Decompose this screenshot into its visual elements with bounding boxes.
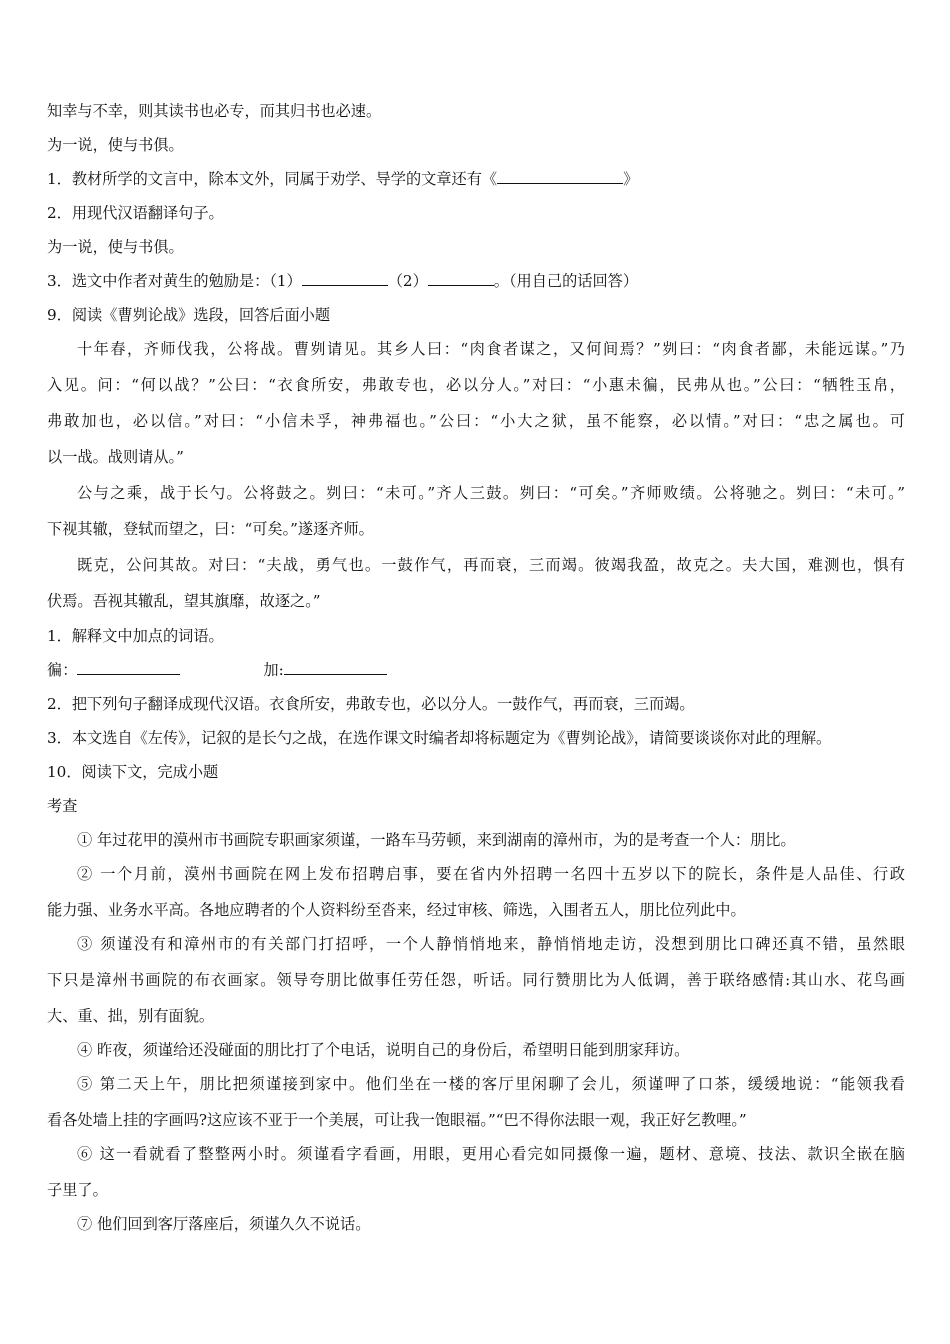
answer-blank[interactable] (428, 270, 494, 286)
answer-blank[interactable] (302, 270, 388, 286)
term-label: 加: (263, 661, 284, 679)
article-line: ⑦ 他们回到客厅落座后，须谨久久不说话。 (77, 1215, 371, 1233)
subquestion-3: 3．本文选自《左传》，记叙的是长勺之战，在选作课文时编者却将标题定为《曹刿论战》，请简要谈谈你对此的理解。 (47, 729, 832, 747)
article-line: 大、重、拙，别有面貌。 (47, 1007, 215, 1025)
text-line: 2．用现代汉语翻译句子。 (47, 204, 224, 222)
article-line: ④ 昨夜，须谨给还没碰面的朋比打了个电话，说明自己的身份后，希望明日能到朋家拜访。 (77, 1041, 690, 1059)
article-line: 下只是漳州书画院的布衣画家。领导夸朋比做事任劳任怨，听话。同行赞朋比为人低调，善于联络感情:其山水、花鸟画 (47, 971, 905, 989)
passage-line: 以一战。战则请从。” (47, 448, 184, 466)
passage-line: 既克，公问其故。对曰：“夫战，勇气也。一鼓作气，再而衰，三而竭。彼竭我盈，故克之。夫大国，难测也，惧有 (77, 556, 905, 574)
question-3-text: 3．选文中作者对黄生的勉励是：（1） (47, 272, 302, 290)
article-title: 考查 (47, 797, 78, 815)
answer-blank[interactable] (497, 168, 623, 184)
question-3-note: 。（用自己的话回答） (493, 272, 639, 290)
passage-line: 弗敢加也，必以信。”对曰：“小信未孚，神弗福也。”公曰：“小大之狱，虽不能察，必以情。”对曰：“忠之属也。可 (47, 412, 905, 430)
question-1-text: 1．教材所学的文言中，除本文外，同属于劝学、导学的文章还有《 (47, 170, 498, 188)
article-line: ⑥ 这一看就看了整整两小时。须谨看字看画，用眼，更用心看完如同摄像一遍，题材、意境、技法、款识全嵌在脑 (77, 1145, 905, 1163)
question-3-part2: （2） (387, 272, 428, 290)
article-line: ⑤ 第二天上午，朋比把须谨接到家中。他们坐在一楼的客厅里闲聊了会儿，须谨呷了口茶，缓缓地说：“能领我看 (77, 1075, 905, 1093)
article-line: 子里了。 (47, 1181, 108, 1199)
answer-blank[interactable] (77, 659, 180, 675)
article-line: ③ 须谨没有和漳州市的有关部门打招呼，一个人静悄悄地来，静悄悄地走访，没想到朋比口碑还真不错，虽然眼 (77, 935, 905, 953)
passage-line: 公与之乘，战于长勺。公将鼓之。刿曰：“未可。”齐人三鼓。刿曰：“可矣。”齐师败绩。公将驰之。刿曰：“未可。” (77, 484, 905, 502)
question-3-line (47, 270, 905, 292)
passage-line: 伏焉。吾视其辙乱，望其旗靡，故逐之。” (47, 592, 321, 610)
text-line: 为一说，使与书俱。 (47, 238, 184, 256)
text-line: 知幸与不幸，则其读书也必专，而其归书也必速。 (47, 102, 382, 120)
article-line: 看各处墙上挂的字画吗?这应该不亚于一个美展，可让我一饱眼福。”“巴不得你法眼一观，我正好乞教哩。” (47, 1111, 747, 1129)
article-line: ① 年过花甲的漠州市书画院专职画家须谨，一路车马劳顿，来到湖南的漳州市，为的是考查一个人：朋比。 (77, 831, 796, 849)
text-line: 为一说，使与书俱。 (47, 136, 184, 154)
term-blanks-line (47, 659, 905, 681)
question-1-close: 》 (623, 170, 639, 188)
passage-line: 十年春，齐师伐我，公将战。曹刿请见。其乡人曰：“肉食者谋之，又何间焉？”刿曰：“肉食者鄙，未能远谋。”乃 (77, 340, 905, 358)
article-line: 能力强、业务水平高。各地应聘者的个人资料纷至沓来，经过审核、筛选，入围者五人，朋比位列此中。 (47, 901, 746, 919)
passage-line: 下视其辙，登轼而望之，曰：“可矣。”遂逐齐师。 (47, 520, 374, 538)
question-9-heading: 9．阅读《曹刿论战》选段，回答后面小题 (47, 306, 331, 324)
article-line: ② 一个月前，漠州书画院在网上发布招聘启事，要在省内外招聘一名四十五岁以下的院长，条件是人品佳、行政 (77, 865, 905, 883)
subquestion-1: 1．解释文中加点的词语。 (47, 627, 224, 645)
subquestion-2: 2．把下列句子翻译成现代汉语。衣食所安，弗敢专也，必以分人。一鼓作气，再而衰，三而竭。 (47, 695, 695, 713)
question-1-line (47, 168, 905, 190)
answer-blank[interactable] (284, 659, 387, 675)
question-10-heading: 10．阅读下文，完成小题 (47, 763, 219, 781)
term-label: 徧： (47, 661, 78, 679)
passage-line: 入见。问：“何以战？”公曰：“衣食所安，弗敢专也，必以分人。”对曰：“小惠未徧，民弗从也。”公曰：“牺牲玉帛， (47, 376, 905, 394)
